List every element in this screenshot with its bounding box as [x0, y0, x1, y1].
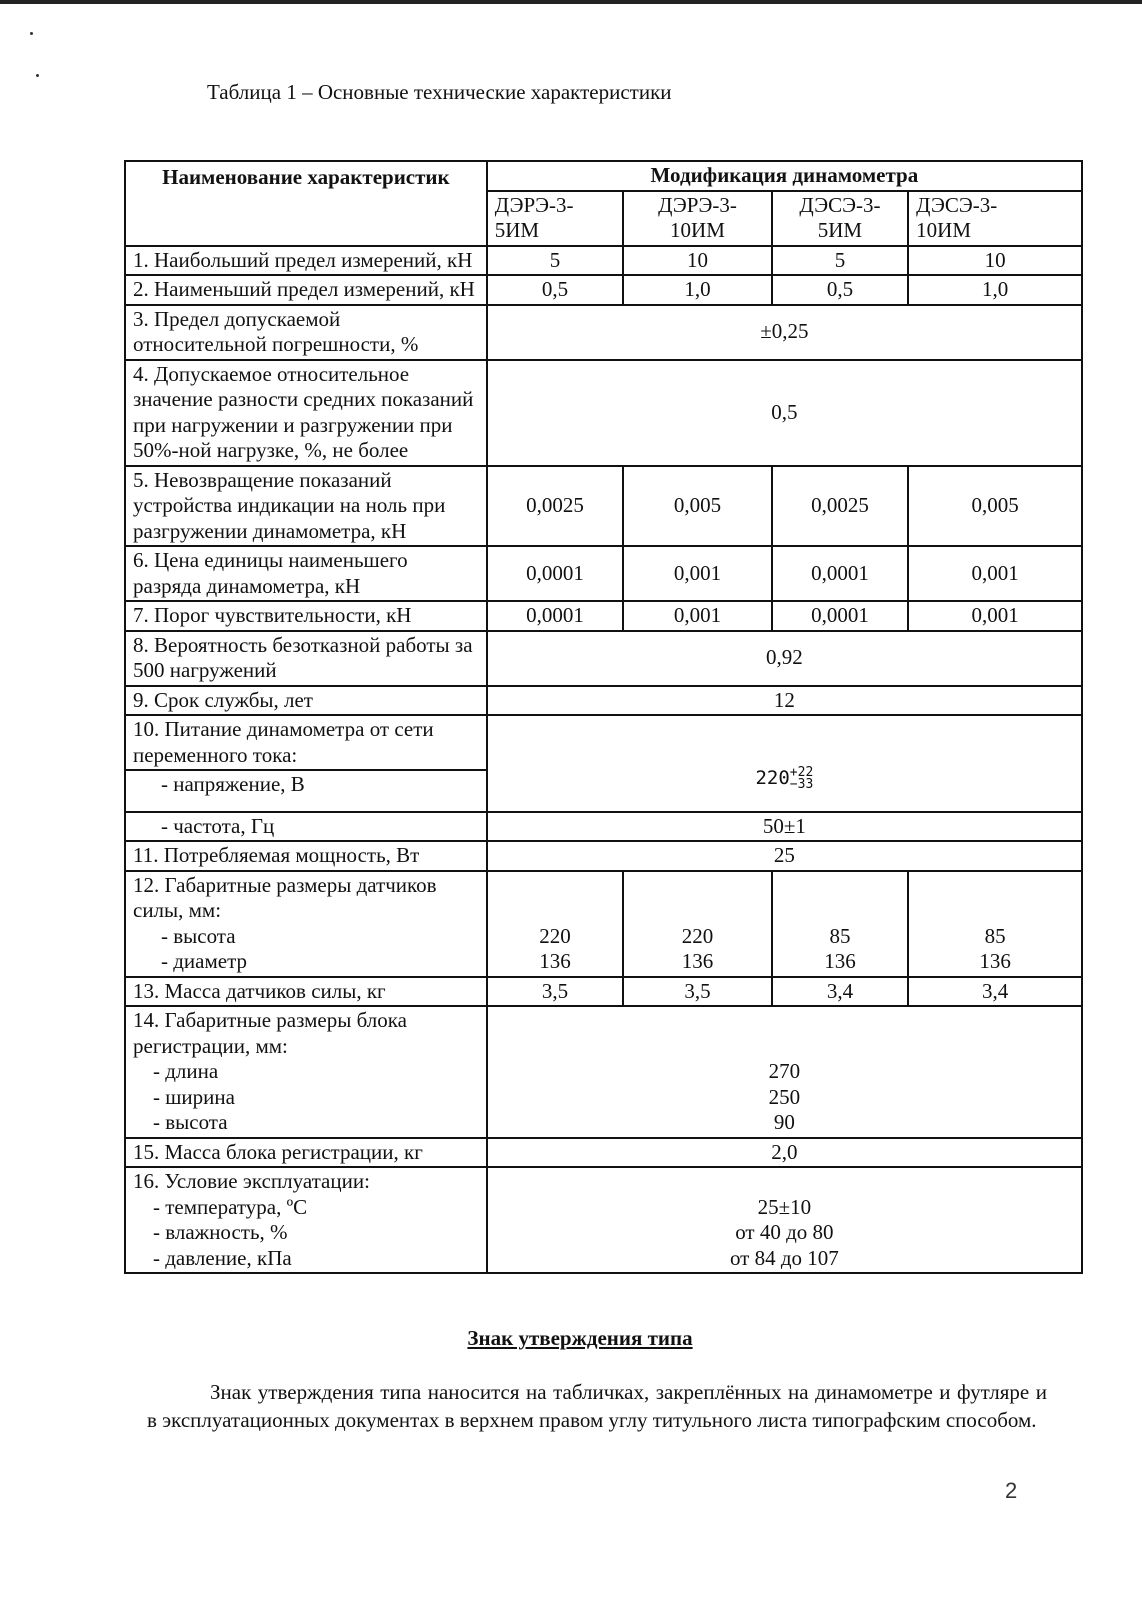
height-label: - высота	[161, 923, 236, 948]
sensor-dimensions-title: 12. Габаритные размеры датчиков силы, мм:	[133, 872, 437, 922]
row-load-difference	[125, 360, 1082, 466]
cell-value: 0,005	[623, 466, 772, 547]
mod-dere-10im	[623, 191, 772, 246]
scan-speck	[30, 32, 33, 35]
row-label	[125, 812, 487, 842]
row-min-limit	[125, 275, 1082, 305]
mod-line: ДЭРЭ-3-	[494, 192, 574, 217]
conditions-title: 16. Условие эксплуатации:	[133, 1169, 370, 1193]
diameter-label: - диаметр	[161, 949, 248, 973]
cell-value: 0,0025	[772, 466, 908, 547]
cell-value: 0,001	[623, 546, 772, 601]
row-label: 11. Потребляемая мощность, Вт	[125, 841, 487, 871]
cell-value: 25±10	[757, 1194, 812, 1219]
cell-value: 3,4	[772, 977, 908, 1007]
cell-value: 0,001	[623, 601, 772, 631]
cell-value: 85	[984, 923, 1006, 948]
row-label: 7. Порог чувствительности, кН	[125, 601, 487, 631]
mod-line: 10ИМ	[670, 218, 725, 242]
cell-dimensions	[487, 871, 623, 977]
unit-height-label: - высота	[153, 1110, 228, 1134]
row-zero-return	[125, 466, 1082, 547]
mod-dere-5im	[487, 191, 623, 246]
cell-value: 136	[539, 949, 571, 973]
header-row	[125, 161, 1082, 191]
row-label	[125, 770, 487, 812]
cell-value: 12	[487, 686, 1082, 716]
cell-value: 5	[487, 246, 623, 276]
row-max-limit	[125, 246, 1082, 276]
row-unit-mass	[125, 1138, 1082, 1168]
cell-value: 90	[773, 1110, 795, 1134]
row-label: 13. Масса датчиков силы, кг	[125, 977, 487, 1007]
cell-value: 136	[824, 949, 856, 973]
row-service-life	[125, 686, 1082, 716]
cell-value: 0,5	[487, 275, 623, 305]
cell-value: 3,5	[487, 977, 623, 1007]
header-name-cell: Наименование характеристик	[125, 161, 487, 246]
width-label: - ширина	[153, 1084, 235, 1109]
cell-value: 0,001	[908, 546, 1082, 601]
cell-value: 0,5	[772, 275, 908, 305]
table-caption: Таблица 1 – Основные технические характеристики	[207, 80, 672, 104]
voltage-base: 220	[755, 766, 790, 789]
mod-line: ДЭСЭ-3-	[916, 192, 998, 217]
humidity-label: - влажность, %	[153, 1220, 288, 1244]
cell-value: 85	[829, 923, 851, 948]
cell-dimensions	[623, 871, 772, 977]
mod-dese-10im	[908, 191, 1082, 246]
row-label	[125, 1006, 487, 1138]
cell-value: 250	[768, 1084, 801, 1109]
cell-value: ±0,25	[487, 305, 1082, 360]
row-label: 1. Наибольший предел измерений, кН	[125, 246, 487, 276]
cell-value: 136	[979, 949, 1011, 973]
cell-value: от 84 до 107	[729, 1245, 839, 1270]
row-label: 6. Цена единицы наименьшего разряда динамометра, кН	[125, 546, 487, 601]
row-label	[125, 1167, 487, 1273]
cell-dimensions	[772, 871, 908, 977]
cell-value: 3,4	[908, 977, 1082, 1007]
mod-line: 10ИМ	[916, 218, 971, 242]
cell-dimensions	[908, 871, 1082, 977]
row-sensitivity	[125, 601, 1082, 631]
cell-value: 0,0001	[772, 546, 908, 601]
voltage-tolerance	[789, 764, 814, 792]
cell-value: 1,0	[623, 275, 772, 305]
row-label: 5. Невозвращение показаний устройства индикации на ноль при разгружении динамометра, кН	[125, 466, 487, 547]
voltage-label: - напряжение, В	[161, 772, 305, 796]
row-sensor-dimensions	[125, 871, 1082, 977]
row-operating-conditions	[125, 1167, 1082, 1273]
cell-unit-dimensions	[487, 1006, 1082, 1138]
mod-line: 5ИМ	[817, 218, 863, 242]
cell-value: 0,0001	[772, 601, 908, 631]
cell-value: 0,92	[487, 631, 1082, 686]
row-power-consumption	[125, 841, 1082, 871]
cell-value: 5	[772, 246, 908, 276]
cell-value: 0,5	[487, 360, 1082, 466]
cell-value: 0,005	[908, 466, 1082, 547]
row-label: 3. Предел допускаемой относительной погрешности, %	[125, 305, 487, 360]
cell-value: 10	[908, 246, 1082, 276]
cell-value: 136	[681, 949, 714, 973]
scan-speck	[36, 74, 39, 77]
mod-line: 5ИМ	[494, 218, 540, 242]
row-label: 9. Срок службы, лет	[125, 686, 487, 716]
section-title: Знак утверждения типа	[467, 1326, 693, 1350]
row-label	[125, 871, 487, 977]
length-label: - длина	[153, 1059, 219, 1083]
cell-value: 0,0001	[487, 546, 623, 601]
mod-line: ДЭСЭ-3-	[799, 192, 881, 217]
cell-value: 0,001	[908, 601, 1082, 631]
scan-top-edge	[0, 0, 1142, 4]
cell-value: 25	[487, 841, 1082, 871]
approval-paragraph: Знак утверждения типа наносится на табличках, закреплённых на динамометре и футляре и в эксплуатационных документах в верхнем правом углу титульного листа типографским способом.	[147, 1380, 1047, 1432]
row-label: 2. Наименьший предел измерений, кН	[125, 275, 487, 305]
unit-dimensions-title: 14. Габаритные размеры блока регистрации, мм:	[133, 1008, 407, 1058]
mod-dese-5im	[772, 191, 908, 246]
row-label: 15. Масса блока регистрации, кг	[125, 1138, 487, 1168]
frequency-label: - частота, Гц	[161, 813, 275, 838]
cell-value: 0,0001	[487, 601, 623, 631]
cell-value: 3,5	[623, 977, 772, 1007]
row-unit-dimensions	[125, 1006, 1082, 1138]
row-reliability	[125, 631, 1082, 686]
cell-value: 270	[768, 1059, 801, 1083]
cell-conditions	[487, 1167, 1082, 1273]
voltage-minus: −33	[789, 776, 814, 792]
cell-value: от 40 до 80	[735, 1220, 834, 1244]
row-label: 8. Вероятность безотказной работы за 500 нагружений	[125, 631, 487, 686]
cell-voltage	[487, 715, 1082, 812]
specifications-table	[124, 160, 1083, 1274]
cell-value: 220	[539, 923, 571, 948]
page-number: 2	[1005, 1478, 1018, 1503]
mod-line: ДЭРЭ-3-	[658, 192, 737, 217]
pressure-label: - давление, кПа	[153, 1245, 292, 1270]
row-frequency	[125, 812, 1082, 842]
row-sensor-mass	[125, 977, 1082, 1007]
row-label: 4. Допускаемое относительное значение разности средних показаний при нагружении и разгружении при 50%-ной нагрузке, %, не более	[125, 360, 487, 466]
temperature-label: - температура, ºС	[153, 1194, 308, 1219]
cell-value: 2,0	[487, 1138, 1082, 1168]
row-label: 10. Питание динамометра от сети переменного тока:	[125, 715, 487, 770]
row-relative-error	[125, 305, 1082, 360]
cell-value: 10	[623, 246, 772, 276]
cell-value: 220	[681, 923, 714, 948]
row-power-supply	[125, 715, 1082, 770]
cell-value: 1,0	[908, 275, 1082, 305]
row-resolution	[125, 546, 1082, 601]
header-modification-cell: Модификация динамометра	[487, 161, 1082, 191]
cell-value: 50±1	[487, 812, 1082, 842]
voltage-plus: +22	[789, 764, 814, 780]
cell-value: 0,0025	[487, 466, 623, 547]
